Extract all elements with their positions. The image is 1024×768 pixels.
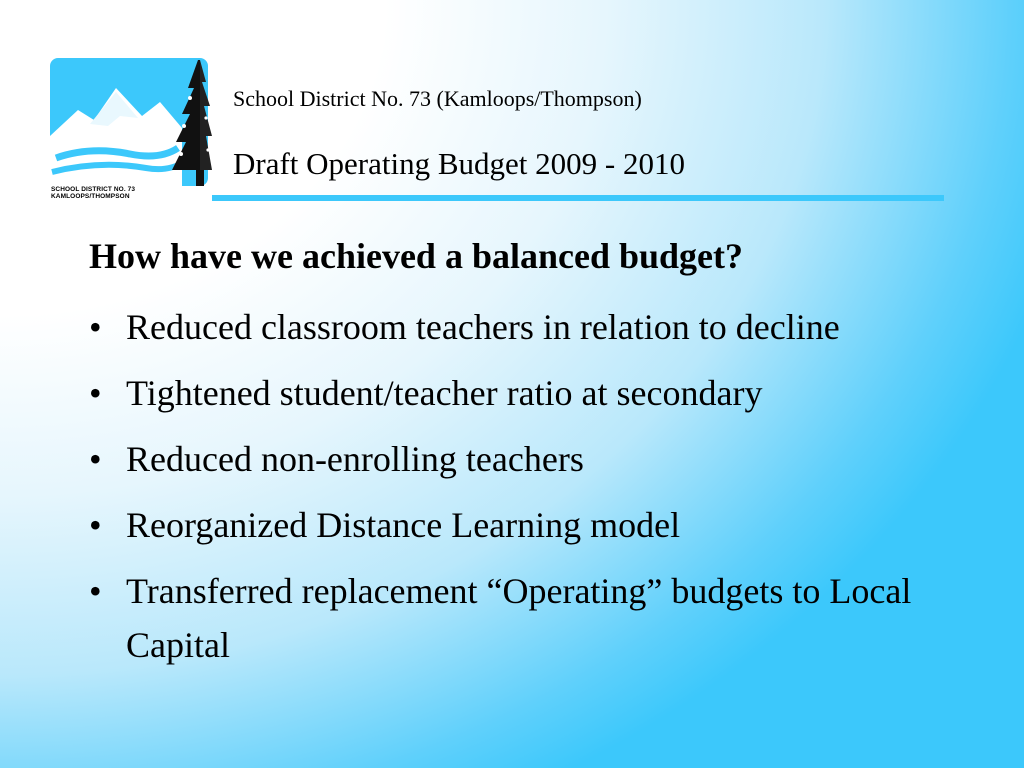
- list-item: [89, 498, 949, 552]
- bullet-text: Reorganized Distance Learning model: [126, 505, 681, 545]
- list-item: [89, 300, 949, 354]
- bullet-icon: •: [89, 373, 102, 413]
- header-divider: [212, 195, 944, 201]
- bullet-text: Reduced non-enrolling teachers: [126, 439, 584, 479]
- mountain-tree-logo-icon: [50, 58, 212, 204]
- bullet-icon: •: [89, 571, 102, 611]
- school-district-logo: [50, 58, 212, 204]
- slide-question: How have we achieved a balanced budget?: [89, 236, 744, 276]
- bullet-icon: •: [89, 439, 102, 479]
- bullet-icon: •: [89, 307, 102, 347]
- bullet-text: Transferred replacement “Operating” budgets to Local Capital: [126, 571, 912, 665]
- district-name: School District No. 73 (Kamloops/Thompson): [233, 86, 642, 111]
- bullet-icon: •: [89, 505, 102, 545]
- bullet-text: Tightened student/teacher ratio at secondary: [126, 373, 763, 413]
- logo-caption: [51, 186, 155, 200]
- logo-caption-line1: SCHOOL DISTRICT NO. 73: [51, 186, 136, 193]
- page-title: Draft Operating Budget 2009 - 2010: [233, 146, 685, 181]
- bullet-list: [89, 300, 949, 684]
- logo-caption-line2: KAMLOOPS/THOMPSON: [51, 193, 130, 200]
- list-item: [89, 432, 949, 486]
- list-item: [89, 366, 949, 420]
- list-item: [89, 564, 949, 672]
- bullet-text: Reduced classroom teachers in relation to decline: [126, 307, 840, 347]
